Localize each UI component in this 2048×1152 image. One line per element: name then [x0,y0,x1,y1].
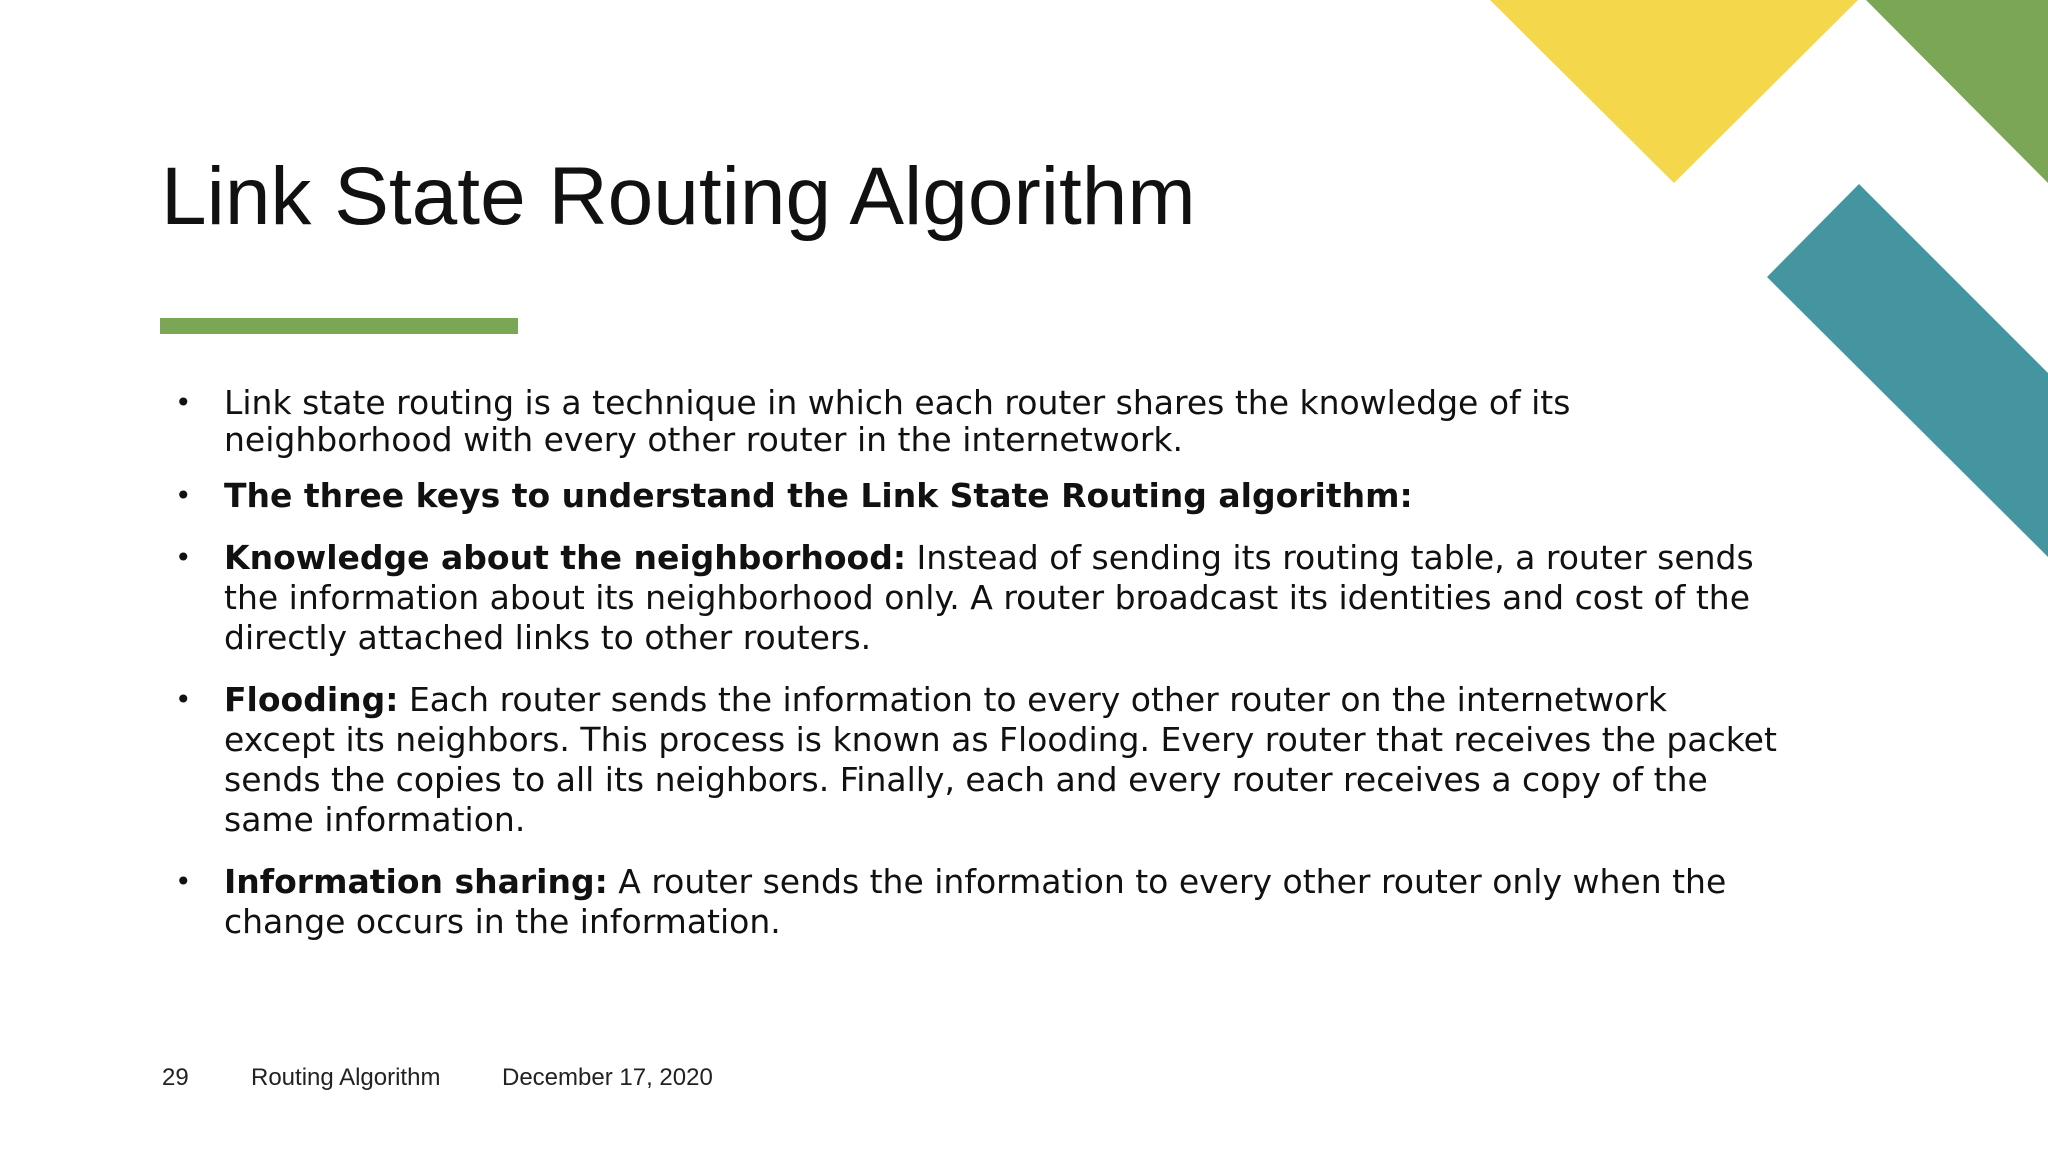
bullet-list [0,384,1800,942]
bullet-marker: • [175,683,192,716]
title-underline-bar [160,318,518,334]
bullet-item-three-keys [0,476,1784,516]
teal-band-shape [1767,184,2048,557]
bullet-text: Each router sends the information to every other router on the internetwork except its neighbors. This process is known as Flooding. Every router that receives the packet sends the copies to all its neighbors. Finally, each and every router receives a copy of the same information. [224,680,1777,839]
footer-slide-number: 29 [162,1064,189,1091]
bullet-lead: Flooding: [224,680,399,719]
bullet-item-flooding [0,680,1784,840]
footer-date: December 17, 2020 [502,1064,713,1091]
bullet-marker: • [175,541,192,574]
slide-title: Link State Routing Algorithm [161,151,1196,242]
bullet-lead: The three keys to understand the Link State Routing algorithm: [224,476,1413,515]
bullet-marker: • [175,479,192,512]
footer-presentation-title: Routing Algorithm [251,1064,441,1091]
bullet-item-knowledge [0,538,1784,658]
bullet-text: A router sends the information to every other router only when the change occurs in the information. [224,862,1727,941]
bullet-item-link-state-definition [0,384,1784,458]
bullet-text: Link state routing is a technique in which each router shares the knowledge of its neighborhood with every other router in the internetwork. [224,383,1571,459]
bullet-lead: Information sharing: [224,862,608,901]
yellow-triangle-shape [1490,0,1858,183]
bullet-marker: • [175,865,192,898]
title-underline-accent [160,318,518,334]
bullet-lead: Knowledge about the neighborhood: [224,538,907,577]
bullet-text: Instead of sending its routing table, a router sends the information about its neighborhood only. A router broadcast its identities and cost of the directly attached links to other routers. [224,538,1754,657]
bullet-marker: • [175,386,192,419]
green-triangle-shape [1866,0,2048,183]
bullet-item-information-sharing [0,862,1784,942]
